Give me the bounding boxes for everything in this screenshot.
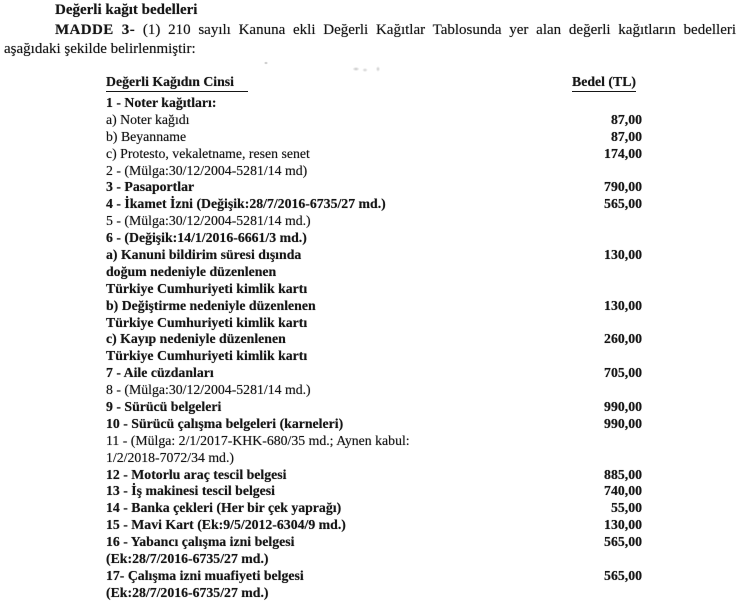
table-row <box>106 500 642 517</box>
row-label: (Ek:28/7/2016-6735/27 md.) <box>106 584 269 600</box>
table-row <box>106 467 642 484</box>
table-row <box>106 213 642 230</box>
row-label: 3 - Pasaportlar <box>106 179 195 195</box>
row-label: 2 - (Mülga:30/12/2004-5281/14 md) <box>106 162 308 178</box>
row-label: 9 - Sürücü belgeleri <box>106 399 222 415</box>
table-row <box>106 179 642 196</box>
table-row <box>106 551 642 568</box>
row-label: 14 - Banka çekleri (Her bir çek yaprağı) <box>106 500 342 516</box>
table-row <box>106 331 642 348</box>
article-text: (1) 210 sayılı Kanuna ekli Değerli Kağıtlar Tablosunda yer alan değerli kağıtların bedelleri <box>135 22 737 38</box>
row-price: 87,00 <box>610 111 642 127</box>
row-label: 10 - Sürücü çalışma belgeleri (karneleri) <box>106 415 344 431</box>
row-label: 16 - Yabancı çalışma izni belgesi <box>106 534 295 550</box>
document-title: Değerli kağıt bedelleri <box>55 2 198 18</box>
row-label: 4 - İkamet İzni (Değişik:28/7/2016-6735/27 md.) <box>106 196 386 212</box>
scan-artifact <box>350 64 384 75</box>
article-paragraph-line1 <box>55 22 736 39</box>
row-price: 705,00 <box>604 365 642 381</box>
scan-artifact <box>262 60 270 66</box>
table-row <box>106 95 642 112</box>
row-label: 12 - Motorlu araç tescil belgesi <box>106 466 287 482</box>
column-header-price: Bedel (TL) <box>572 74 636 92</box>
table-row <box>106 534 642 551</box>
row-price: 130,00 <box>604 297 642 313</box>
table-row <box>106 315 642 332</box>
table-row <box>106 365 642 382</box>
row-label: a) Kanuni bildirim süresi dışında <box>106 247 302 263</box>
row-label: b) Değiştirme nedeniyle düzenlenen <box>106 297 316 313</box>
table-row <box>106 247 642 264</box>
table-row <box>106 230 642 247</box>
row-price: 174,00 <box>604 145 642 161</box>
row-label: a) Noter kağıdı <box>106 111 190 127</box>
table-row <box>106 568 642 585</box>
article-number: MADDE 3- <box>55 22 136 38</box>
row-price: 740,00 <box>604 483 642 499</box>
table-row <box>106 163 642 180</box>
table-row <box>106 281 642 298</box>
row-label: b) Beyanname <box>106 128 187 144</box>
table-row <box>106 517 642 534</box>
table-row <box>106 450 642 467</box>
row-price: 87,00 <box>610 128 642 144</box>
table-row <box>106 112 642 129</box>
row-price: 990,00 <box>604 399 642 415</box>
row-price: 565,00 <box>604 196 642 212</box>
table-row <box>106 348 642 365</box>
table-row <box>106 416 642 433</box>
row-price: 565,00 <box>604 534 642 550</box>
row-price: 565,00 <box>604 567 642 583</box>
row-price: 885,00 <box>604 466 642 482</box>
table-row <box>106 264 642 281</box>
table-row <box>106 585 642 601</box>
row-label: Türkiye Cumhuriyeti kimlik kartı <box>106 280 308 296</box>
table-row <box>106 433 642 450</box>
fees-table-rows <box>106 95 642 601</box>
row-label: 1/2/2018-7072/34 md.) <box>106 449 234 465</box>
row-price: 55,00 <box>610 500 642 516</box>
row-label: 15 - Mavi Kart (Ek:9/5/2012-6304/9 md.) <box>106 517 346 533</box>
row-label: 1 - Noter kağıtları: <box>106 95 217 110</box>
table-row <box>106 382 642 399</box>
row-price: 790,00 <box>604 179 642 195</box>
row-label: c) Protesto, vekaletname, resen senet <box>106 145 310 161</box>
row-label: (Ek:28/7/2016-6735/27 md.) <box>106 551 269 567</box>
row-price: 130,00 <box>604 517 642 533</box>
row-label: c) Kayıp nedeniyle düzenlenen <box>106 331 286 347</box>
table-row <box>106 196 642 213</box>
row-label: 5 - (Mülga:30/12/2004-5281/14 md.) <box>106 213 311 229</box>
row-price: 260,00 <box>604 331 642 347</box>
table-row <box>106 483 642 500</box>
row-label: 13 - İş makinesi tescil belgesi <box>106 483 276 499</box>
row-label: 17- Çalışma izni muafiyeti belgesi <box>106 567 304 583</box>
row-label: Türkiye Cumhuriyeti kimlik kartı <box>106 348 308 364</box>
row-label: 8 - (Mülga:30/12/2004-5281/14 md.) <box>106 382 311 398</box>
table-row <box>106 129 642 146</box>
table-row <box>106 399 642 416</box>
article-paragraph-line2: aşağıdaki şekilde belirlenmiştir: <box>4 41 196 57</box>
table-row <box>106 146 642 163</box>
row-label: 7 - Aile cüzdanları <box>106 365 214 381</box>
column-header-document-type: Değerli Kağıdın Cinsi <box>106 74 248 92</box>
row-label: doğum nedeniyle düzenlenen <box>106 263 277 279</box>
row-label: 6 - (Değişik:14/1/2016-6661/3 md.) <box>106 230 307 246</box>
table-row <box>106 298 642 315</box>
row-price: 990,00 <box>604 415 642 431</box>
row-price: 130,00 <box>604 247 642 263</box>
row-label: Türkiye Cumhuriyeti kimlik kartı <box>106 314 308 330</box>
row-label: 11 - (Mülga: 2/1/2017-KHK-680/35 md.; Aynen kabul: <box>106 432 410 448</box>
